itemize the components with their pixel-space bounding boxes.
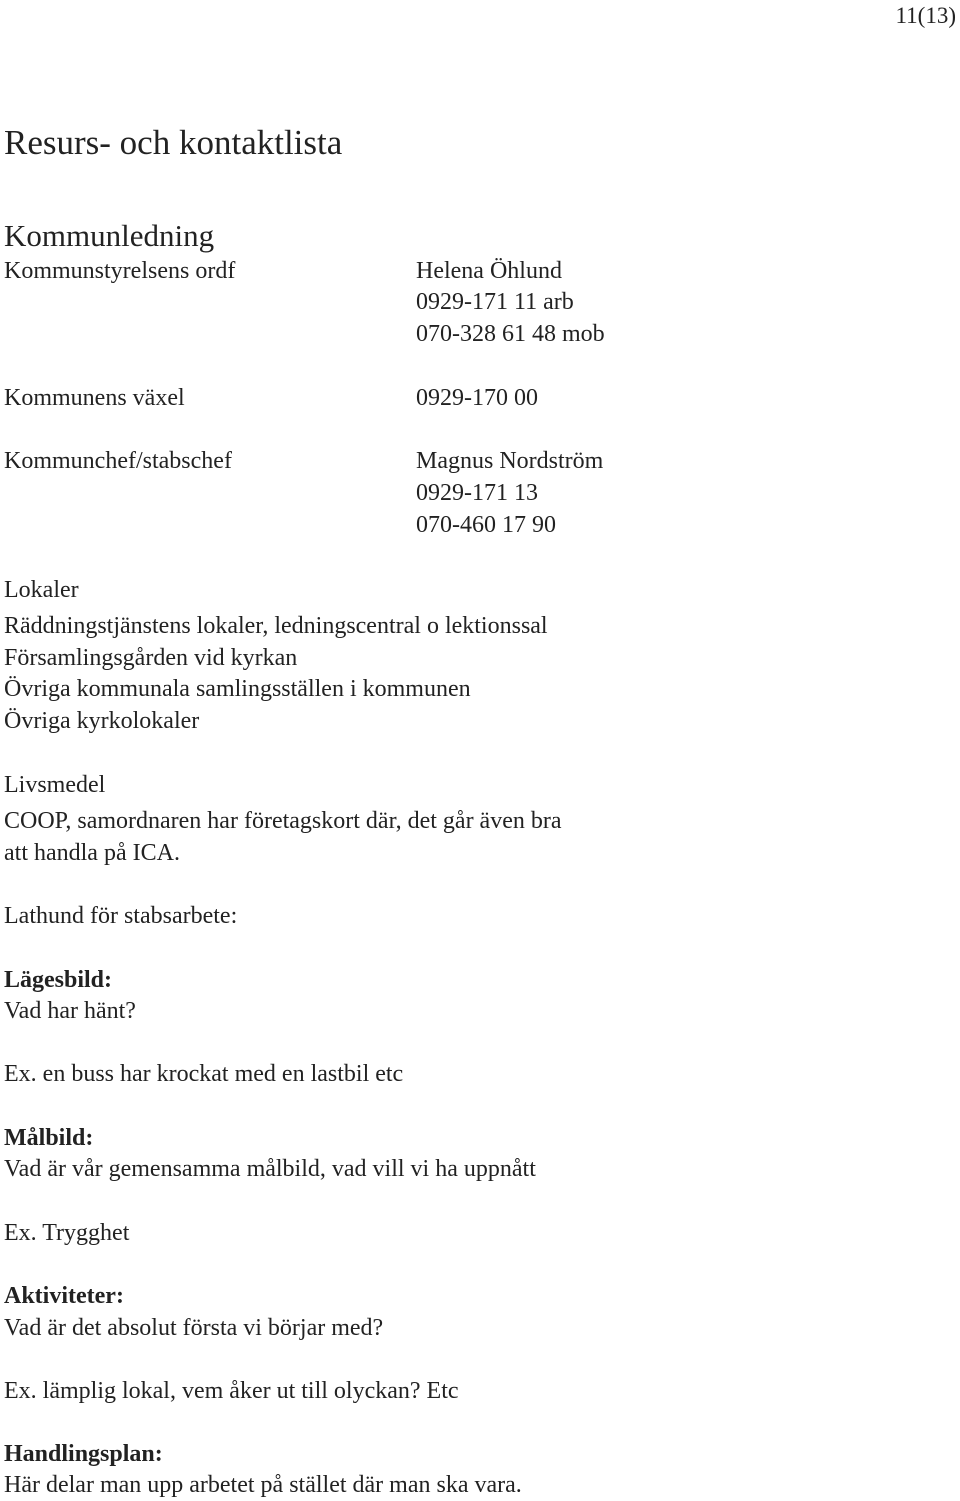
page-number: 11(13) <box>895 3 956 28</box>
paragraph-line: att handla på ICA. <box>4 840 180 866</box>
contact-name-kommunchef: Magnus Nordström <box>416 448 604 474</box>
lathund-heading-malbild: Målbild: <box>4 1125 94 1151</box>
lathund-question: Vad är vår gemensamma målbild, vad vill vi ha uppnått <box>4 1156 536 1182</box>
lathund-intro: Lathund för stabsarbete: <box>4 903 238 929</box>
contact-label-kommunchef: Kommunchef/stabschef <box>4 448 232 474</box>
section-heading-kommunledning: Kommunledning <box>4 218 215 253</box>
lathund-question: Här delar man upp arbetet på stället där man ska vara. <box>4 1472 522 1498</box>
contact-label-ordf: Kommunstyrelsens ordf <box>4 258 236 284</box>
lathund-heading-handlingsplan: Handlingsplan: <box>4 1441 163 1467</box>
lathund-example: Ex. en buss har krockat med en lastbil etc <box>4 1061 404 1087</box>
list-item: Räddningstjänstens lokaler, ledningscentral o lektionssal <box>4 613 548 639</box>
lathund-question: Vad är det absolut första vi börjar med? <box>4 1315 384 1341</box>
contact-phone-ordf-work: 0929-171 11 arb <box>416 289 574 315</box>
contact-phone-kommunchef-mobile: 070-460 17 90 <box>416 512 556 538</box>
lathund-example: Ex. Trygghet <box>4 1220 130 1246</box>
lathund-heading-lagesbild: Lägesbild: <box>4 967 113 993</box>
contact-phone-vaxel: 0929-170 00 <box>416 385 538 411</box>
lathund-heading-aktiviteter: Aktiviteter: <box>4 1283 124 1309</box>
contact-name-ordf: Helena Öhlund <box>416 258 562 284</box>
list-item: Församlingsgården vid kyrkan <box>4 645 298 671</box>
contact-phone-ordf-mobile: 070-328 61 48 mob <box>416 321 605 347</box>
contact-label-vaxel: Kommunens växel <box>4 385 185 411</box>
contact-phone-kommunchef-work: 0929-171 13 <box>416 480 538 506</box>
lathund-example: Ex. lämplig lokal, vem åker ut till olyckan? Etc <box>4 1378 459 1404</box>
paragraph-line: COOP, samordnaren har företagskort där, det går även bra <box>4 808 562 834</box>
page-title: Resurs- och kontaktlista <box>4 123 343 162</box>
lathund-question: Vad har hänt? <box>4 998 136 1024</box>
section-heading-livsmedel: Livsmedel <box>4 772 106 798</box>
section-heading-lokaler: Lokaler <box>4 577 79 603</box>
list-item: Övriga kommunala samlingsställen i kommunen <box>4 676 471 702</box>
list-item: Övriga kyrkolokaler <box>4 708 200 734</box>
